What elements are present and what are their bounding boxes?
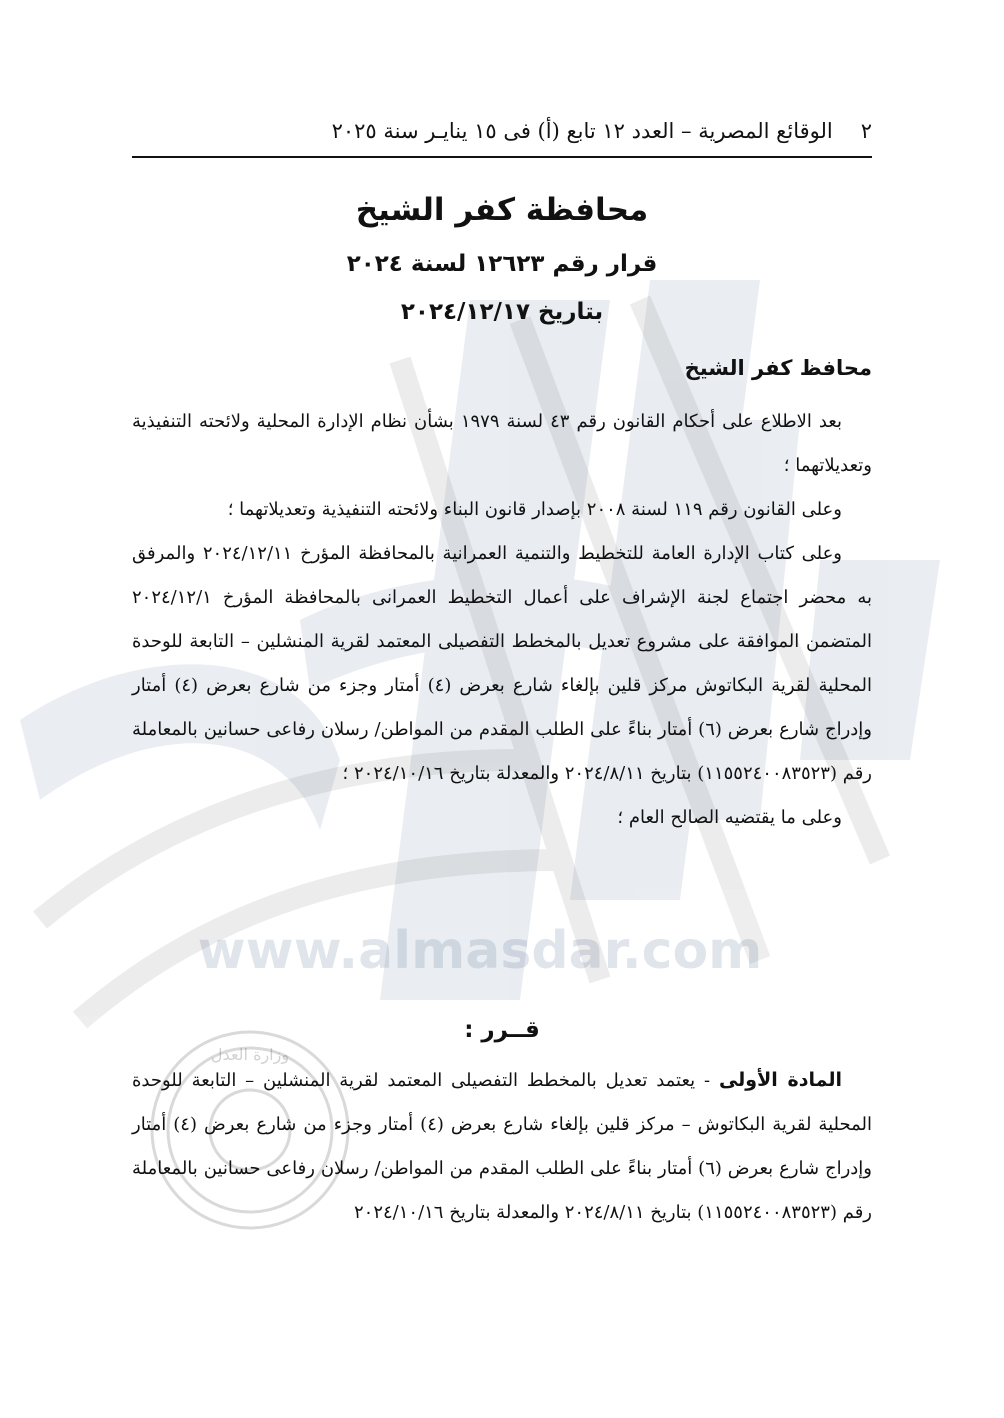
article-one-title: المادة الأولى: [718, 1069, 842, 1091]
article-one: [132, 1058, 872, 1235]
preamble-paragraph: بعد الاطلاع على أحكام القانون رقم ٤٣ لسنة ١٩٧٩ بشأن نظام الإدارة المحلية ولائحته التنفيذية وتعديلاتهما ؛: [132, 411, 872, 476]
watermark-site-text: www.almasdar.com: [197, 921, 763, 981]
governorate-title: محافظة كفر الشيخ: [355, 192, 649, 228]
publication-line: الوقائع المصرية – العدد ١٢ تابع (أ) فى ١٥ ينايـر سنة ٢٠٢٥: [331, 119, 833, 143]
gazette-page: [132, 0, 872, 1418]
seal-text: وزارة العدل: [210, 1045, 290, 1064]
header-rule: [132, 156, 872, 158]
preamble-paragraph: وعلى كتاب الإدارة العامة للتخطيط والتنمية العمرانية بالمحافظة المؤرخ ٢٠٢٤/١٢/١١ والمرفق به محضر اجتماع لجنة الإشراف على أعمال التخطيط العمرانى بالمحافظة المؤرخ ٢٠٢٤/١٢/١ المتضمن الموافقة على مشروع تعديل بالمخطط التفصيلى المعتمد لقرية المنشلين – التابعة للوحدة المحلية لقرية البكاتوش مركز قلين بإلغاء شارع بعرض (٤) أمتار وجزء من شارع بعرض (٤) أمتار وإدراج شارع بعرض (٦) أمتار بناءً على الطلب المقدم من المواطن/ رسلان رفاعى حسانين بالمعاملة رقم (١١٥٥٢٤٠٠٨٣٥٢٣) بتاريخ ٢٠٢٤/٨/١١ والمعدلة بتاريخ ٢٠٢٤/١٠/١٦ ؛: [132, 543, 872, 784]
preamble-paragraph: وعلى القانون رقم ١١٩ لسنة ٢٠٠٨ بإصدار قانون البناء ولائحته التنفيذية وتعديلاتهما ؛: [227, 499, 842, 520]
decree-heading: قــرر :: [464, 1017, 540, 1043]
article-one-paragraph: [132, 1058, 872, 1235]
article-one-text: - يعتمد تعديل بالمخطط التفصيلى المعتمد لقرية المنشلين – التابعة للوحدة المحلية لقرية البكاتوش – مركز قلين بإلغاء شارع بعرض (٤) أمتار وجزء من شارع بعرض (٤) أمتار وإدراج شارع بعرض (٦) أمتار بناءً على الطلب المقدم من المواطن/ رسلان رفاعى حسانين بالمعاملة رقم (١١٥٥٢٤٠٠٨٣٥٢٣) بتاريخ ٢٠٢٤/٨/١١ والمعدلة بتاريخ ٢٠٢٤/١٠/١٦: [132, 1070, 872, 1223]
decree-number: قرار رقم ١٢٦٢٣ لسنة ٢٠٢٤: [346, 251, 658, 277]
addressee: محافظ كفر الشيخ: [684, 356, 872, 380]
decree-date: بتاريخ ٢٠٢٤/١٢/١٧: [400, 299, 604, 325]
preamble: [132, 400, 872, 840]
preamble-paragraph: وعلى ما يقتضيه الصالح العام ؛: [617, 807, 842, 828]
page-number: ٢: [860, 119, 872, 143]
page-header: [132, 116, 872, 150]
